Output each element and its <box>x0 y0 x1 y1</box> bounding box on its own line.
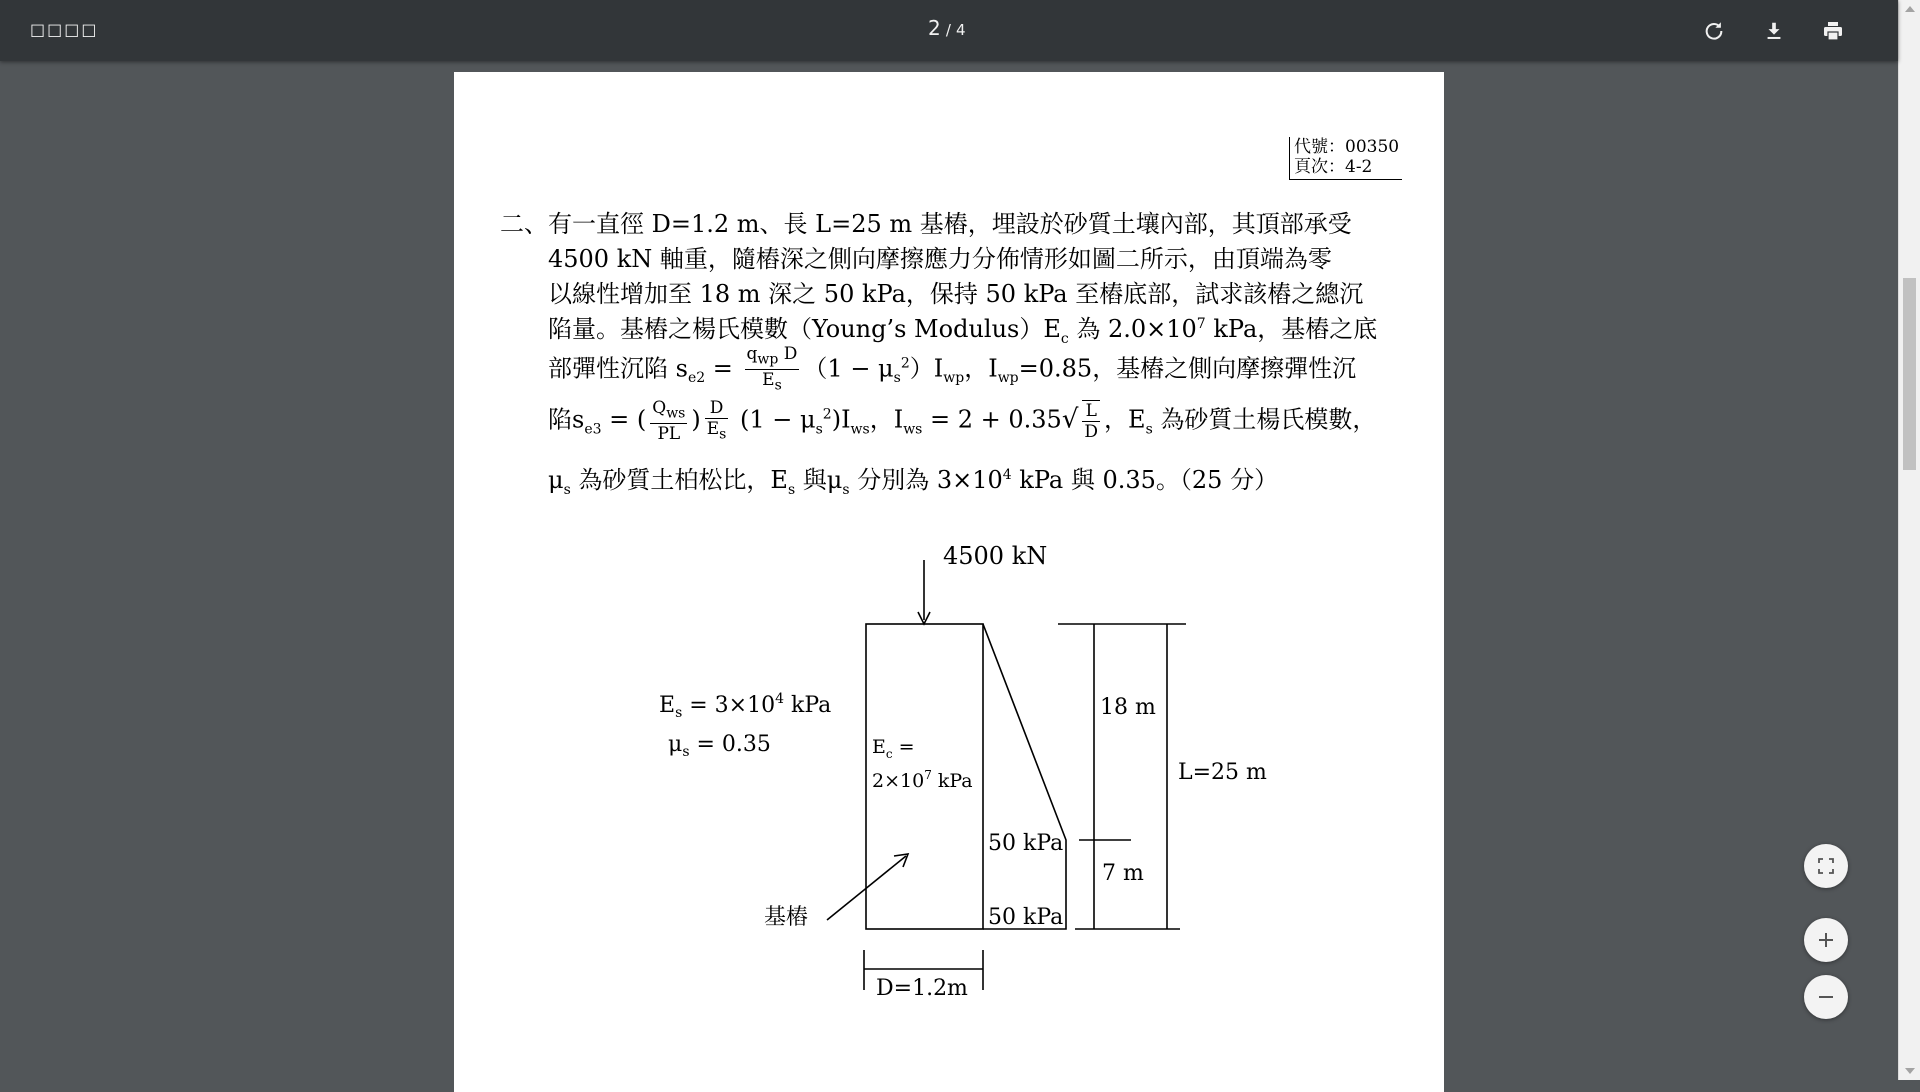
current-page-number[interactable]: 2 <box>928 16 941 40</box>
depth-label-7m: 7 m <box>1102 861 1144 886</box>
question-line-3: 以線性增加至 18 m 深之 50 kPa，保持 50 kPa 至樁底部，試求該樁之總沉 <box>548 280 1364 308</box>
pile-modulus-value: $2\times 10^7$ kPa <box>872 768 973 792</box>
fraction-d-over-es: $\frac{D}{E_s}$ <box>706 398 727 443</box>
total-pages: 4 <box>955 21 966 39</box>
stress-label-18m: 50 kPa <box>988 831 1064 856</box>
pile-label: 基樁 <box>764 905 809 930</box>
square-root: √ <box>1061 404 1079 435</box>
print-icon <box>1821 19 1845 43</box>
pdf-page <box>454 72 1444 1092</box>
load-label: 4500 kN <box>943 542 1048 570</box>
zoom-in-button[interactable] <box>1804 918 1848 962</box>
fit-page-button[interactable] <box>1804 844 1848 888</box>
soil-poisson-label: $\mu_s = 0.35$ <box>668 732 771 760</box>
scroll-down-arrow[interactable] <box>1905 1068 1915 1074</box>
document-title: □□□□ <box>30 20 99 39</box>
fraction-qws-over-pl: $\frac{Q_{ws}}{PL}$ <box>652 398 686 445</box>
question-line-1: 有一直徑 D=1.2 m、長 L=25 m 基樁，埋設於砂質土壤內部，其頂部承受 <box>548 210 1352 238</box>
fraction-qwp-over-es: $\frac{q_{wp} D}{E_s}$ <box>746 344 798 394</box>
fraction-l-over-d: $\frac{L}{D}$ <box>1084 401 1099 443</box>
exam-code: 代號：00350 <box>1294 137 1400 157</box>
rotate-button[interactable] <box>1697 14 1731 48</box>
pile-length-label: L=25 m <box>1178 760 1267 785</box>
zoom-out-icon <box>1818 989 1834 1005</box>
question-line-5: 部彈性沉陷 $s_{e2}$ = $\frac{q_{wp} D}{E_s}$ $(1 - \mu_s^2)I_{wp}$，$I_{wp}=0.85$，基樁之側向摩擦彈性沉 <box>548 344 1357 394</box>
rotate-icon <box>1703 20 1725 42</box>
question-line-2: 4500 kN 軸重，隨樁深之側向摩擦應力分佈情形如圖二所示，由頂端為零 <box>548 245 1332 273</box>
pile-modulus-label: $E_c$ = <box>872 736 915 761</box>
vertical-scrollbar[interactable] <box>1898 0 1920 1080</box>
question-number: 二、 <box>500 210 548 238</box>
soil-modulus-label: $E_s = 3\times 10^4$ kPa <box>659 691 832 721</box>
pile-diagram <box>454 72 1444 1092</box>
zoom-in-icon <box>1818 932 1834 948</box>
fit-page-icon <box>1818 858 1834 874</box>
stress-label-bottom: 50 kPa <box>988 905 1064 930</box>
friction-stress-diagram <box>983 624 1066 929</box>
scrollbar-thumb[interactable] <box>1903 278 1916 470</box>
viewer-toolbar <box>0 0 1898 61</box>
zoom-out-button[interactable] <box>1804 975 1848 1019</box>
question-line-7: $\mu_s$ 為砂質土柏松比，$E_s$ 與$\mu_s$ 分別為 $3\times 10^4$ kPa 與 0.35。（25 分） <box>548 466 1279 498</box>
download-icon <box>1763 20 1785 42</box>
depth-label-18m: 18 m <box>1100 695 1156 720</box>
page-indicator[interactable] <box>928 16 966 40</box>
page-separator: / <box>945 21 951 39</box>
question-line-6: 陷$s_{e3}$ = ( $\frac{Q_{ws}}{PL}$ ) $\frac{D}{E_s}$ $(1 - \mu_s^2)I_{ws}$，$I_{ws} = 2 + 0.35√$ $\frac{L}{D}$ ，$E_s$ 為砂質土楊氏模數， <box>548 398 1377 445</box>
scroll-up-arrow[interactable] <box>1905 6 1915 12</box>
diameter-label: D=1.2m <box>876 976 968 1001</box>
page-count-label: 頁次：4-2 <box>1294 157 1373 177</box>
download-button[interactable] <box>1757 14 1791 48</box>
print-button[interactable] <box>1816 14 1850 48</box>
question-line-4: 陷量。基樁之楊氏模數（Young’s $Modulus)E_c$ 為 $2.0\times 10^7$ kPa，基樁之底 <box>548 315 1378 347</box>
